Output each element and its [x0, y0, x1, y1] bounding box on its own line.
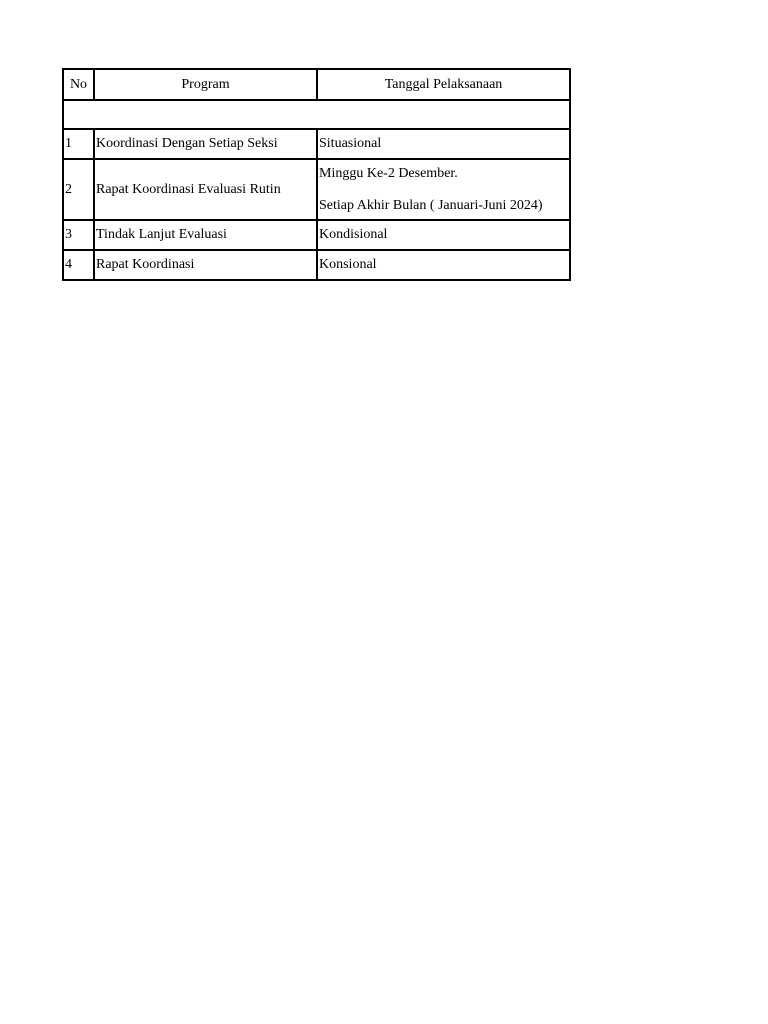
row-no-cell: 1: [63, 129, 94, 159]
row-no-cell: 2: [63, 159, 94, 220]
row-date-cell: Konsional: [317, 250, 570, 280]
table-row: [63, 129, 570, 159]
table-row: [63, 159, 570, 220]
header-program: Program: [94, 69, 317, 100]
row-date-cell: [317, 159, 570, 220]
row-no-cell: 3: [63, 220, 94, 250]
row-program-cell: Tindak Lanjut Evaluasi: [94, 220, 317, 250]
table-header-row: [63, 69, 570, 100]
table-row: [63, 250, 570, 280]
row-program-cell: Rapat Koordinasi Evaluasi Rutin: [94, 159, 317, 220]
program-schedule-table: [62, 68, 571, 281]
header-date: Tanggal Pelaksanaan: [317, 69, 570, 100]
header-no: No: [63, 69, 94, 100]
blank-row: [63, 100, 570, 129]
row-no-cell: 4: [63, 250, 94, 280]
row-date-cell: Situasional: [317, 129, 570, 159]
row-program-cell: Koordinasi Dengan Setiap Seksi: [94, 129, 317, 159]
date-lines: [319, 165, 568, 215]
blank-merged-cell: [63, 100, 570, 129]
date-line: Minggu Ke-2 Desember.: [319, 165, 458, 181]
table-row: [63, 220, 570, 250]
date-line: Setiap Akhir Bulan ( Januari-Juni 2024): [319, 197, 543, 213]
row-program-cell: Rapat Koordinasi: [94, 250, 317, 280]
row-date-cell: Kondisional: [317, 220, 570, 250]
